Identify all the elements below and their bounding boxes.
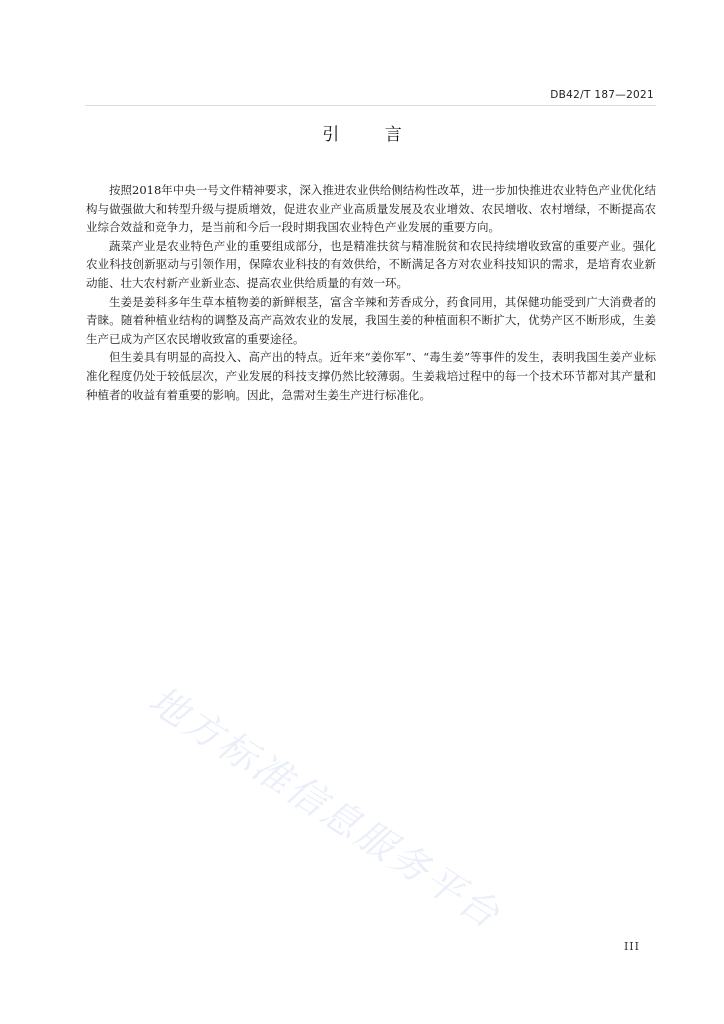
paragraph-ginger-intro: 生姜是姜科多年生草本植物姜的新鲜根茎，富含辛辣和芳香成分，药食同用，其保健功能受到广大消费者的青睐。随着种植业结构的调整及高产高效农业的发展，我国生姜的种植面积不断扩大，优势产区不断形成，生姜生产已成为产区农民增收致富的重要途径。	[86, 294, 656, 346]
paragraph-vegetable-industry: 蔬菜产业是农业特色产业的重要组成部分，也是精准扶贫与精准脱贫和农民持续增收致富的重要产业。强化农业科技创新驱动与引领作用，保障农业科技的有效供给，不断满足各方对农业科技知识的需求，是培育农业新动能、壮大农村新产业新业态、提高农业供给质量的有效一环。	[86, 238, 656, 290]
standard-code: DB42/T 187—2021	[550, 89, 654, 101]
paragraph-policy: 按照2018年中央一号文件精神要求，深入推进农业供给侧结构性改革，进一步加快推进农业特色产业优化结构与做强做大和转型升级与提质增效，促进农业产业高质量发展及农业增效、农民增收、农村增绿，不断提高农业综合效益和竞争力，是当前和今后一段时期我国农业特色产业发展的重要方向。	[86, 183, 656, 235]
page-number: III	[623, 940, 640, 953]
page-title: 引 言	[322, 125, 402, 145]
document-body	[86, 181, 656, 404]
header-divider	[85, 105, 656, 106]
watermark: 地方标准信息服务平台	[141, 677, 509, 938]
paragraph-ginger-standardization: 但生姜具有明显的高投入、高产出的特点。近年来“姜你军”、“毒生姜”等事件的发生，表明我国生姜产业标准化程度仍处于较低层次，产业发展的科技支撑仍然比较薄弱。生姜栽培过程中的每一个技术环节都对其产量和种植者的收益有着重要的影响。因此，急需对生姜生产进行标准化。	[86, 350, 656, 402]
